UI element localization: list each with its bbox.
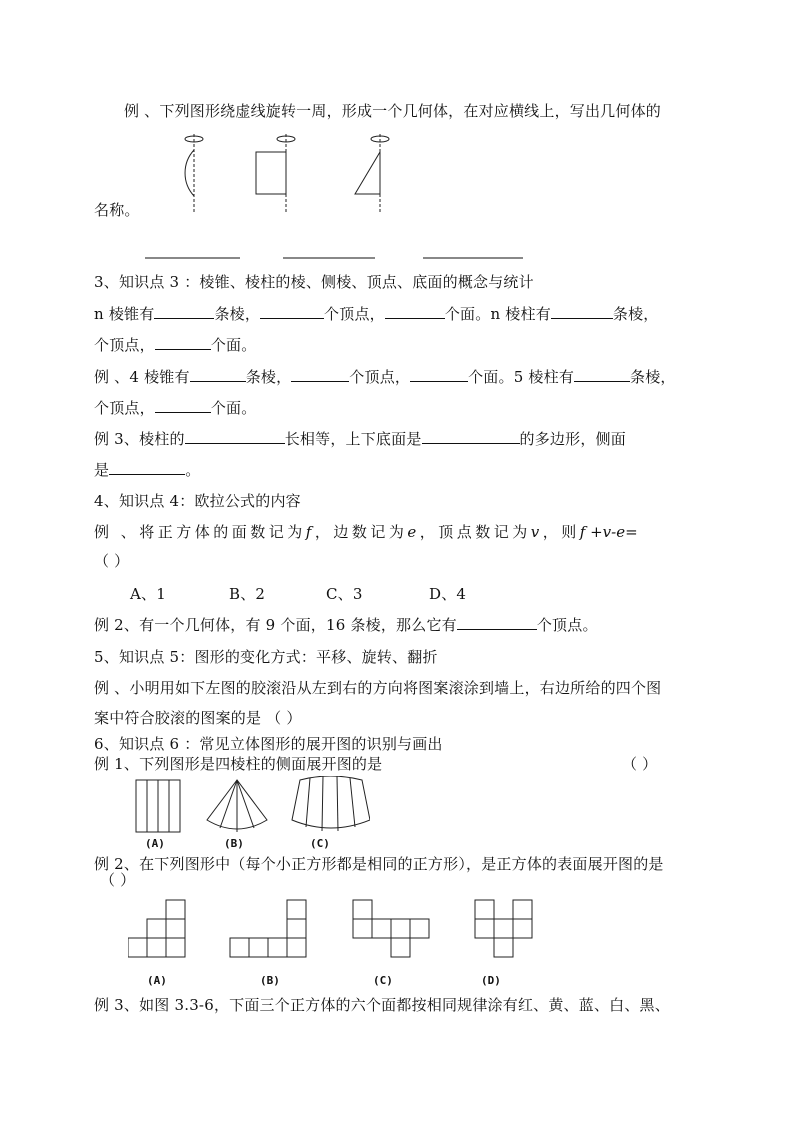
net-b-label: (B)	[224, 837, 244, 850]
cube-net-c	[353, 900, 429, 957]
kp4-example: 例 、将正方体的面数记为f，边数记为e，顶点数记为v，则f +v-e=	[94, 523, 638, 541]
cube-net-a	[128, 900, 185, 957]
cube-net-d-label: (D)	[481, 974, 501, 987]
rectangle-figure	[256, 134, 295, 212]
kp6-example2-l2: （ ）	[100, 871, 136, 889]
cube-net-c-label: (C)	[373, 974, 393, 987]
kp3-example3: 例 3、棱柱的 长相等，上下底面是 的多边形，侧面	[94, 430, 626, 448]
kp6-example2-l1: 例 2、在下列图形中（每个小正方形都是相同的正方形），是正方体的表面展开图的是	[94, 855, 664, 873]
cube-net-b	[230, 900, 306, 957]
kp3-title: 3、知识点 3 ：棱锥、棱柱的棱、侧棱、顶点、底面的概念与统计	[94, 273, 534, 291]
kp5-example-l1: 例 、小明用如下左图的胶滚沿从左到右的方向将图案滚涂到墙上，右边所给的四个图	[94, 679, 662, 697]
kp3-line2: 个顶点， 个面。	[94, 336, 257, 354]
triangle-figure	[355, 134, 389, 212]
semicircle-figure	[185, 134, 203, 212]
net-c	[292, 776, 370, 831]
kp5-example-l2: 案中符合胶滚的图案的是 （ ）	[94, 709, 302, 727]
cube-net-a-label: (A)	[147, 974, 167, 987]
option-b: B、2	[229, 585, 266, 603]
kp6-example3: 例 3、如图 3.3-6，下面三个正方体的六个面都按相同规律涂有红、黄、蓝、白、黑、	[94, 996, 670, 1014]
kp3-example1: 例 、4 棱锥有 条棱， 个顶点， 个面。5 棱柱有 条棱，	[94, 368, 676, 386]
rotate-question-cont: 名称。	[94, 201, 140, 219]
prism-nets	[130, 776, 370, 836]
kp4-paren: （ ）	[94, 552, 130, 570]
net-c-label: (C)	[310, 837, 330, 850]
option-a: A、1	[130, 585, 166, 603]
kp3-line1: n 棱锥有 条棱， 个顶点， 个面。n 棱柱有 条棱，	[94, 305, 659, 323]
kp5-title: 5、知识点 5：图形的变化方式：平移、旋转、翻折	[94, 648, 438, 666]
kp6-title: 6、知识点 6 ：常见立体图形的展开图的识别与画出	[94, 735, 443, 753]
kp6-example1: 例 1、下列图形是四棱柱的侧面展开图的是	[94, 755, 383, 773]
option-c: C、3	[326, 585, 363, 603]
net-a	[136, 780, 180, 832]
answer-lines	[140, 252, 530, 262]
net-a-label: (A)	[145, 837, 165, 850]
rotation-figures	[150, 130, 400, 215]
kp3-example1-line2: 个顶点， 个面。	[94, 399, 257, 417]
net-b	[207, 780, 267, 832]
cube-nets	[128, 898, 568, 960]
kp3-example3-line2: 是 。	[94, 461, 201, 479]
option-d: D、4	[429, 585, 467, 603]
kp4-example2: 例 2、有一个几何体，有 9 个面，16 条棱，那么它有 个顶点。	[94, 616, 598, 634]
rotate-question: 例 、下列图形绕虚线旋转一周，形成一个几何体，在对应横线上，写出几何体的	[124, 102, 661, 120]
kp4-title: 4、知识点 4：欧拉公式的内容	[94, 492, 301, 510]
cube-net-b-label: (B)	[260, 974, 280, 987]
kp6-example1-paren: （ ）	[622, 755, 658, 773]
cube-net-d	[475, 900, 532, 957]
